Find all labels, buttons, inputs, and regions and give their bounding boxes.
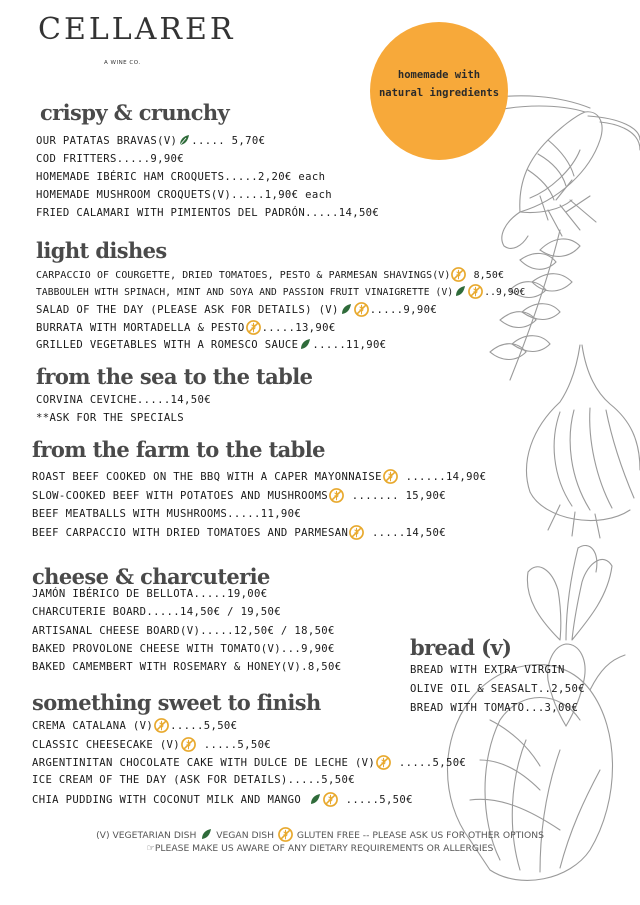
gluten-free-icon xyxy=(246,320,261,335)
homemade-badge xyxy=(370,22,508,160)
menu-item: JAMÓN IBÉRICO DE BELLOTA.....19,00€ xyxy=(32,588,268,600)
gluten-free-icon xyxy=(323,792,338,807)
gluten-free-icon xyxy=(376,755,391,770)
menu-item: GRILLED VEGETABLES WITH A ROMESCO SAUCE .....11,90€ xyxy=(36,339,387,351)
menu-item: ARGENTINITAN CHOCOLATE CAKE WITH DULCE DE LECHE (V) .....5,50€ xyxy=(32,757,467,769)
section-heading-cheese: cheese & charcuterie xyxy=(32,564,270,589)
menu-item: BREAD WITH EXTRA VIRGIN xyxy=(410,664,565,676)
menu-item: ARTISANAL CHEESE BOARD(V).....12,50€ / 18,50€ xyxy=(32,625,335,637)
gluten-free-icon xyxy=(468,284,483,299)
menu-item: ICE CREAM OF THE DAY (ASK FOR DETAILS).....5,50€ xyxy=(32,774,355,786)
gluten-free-icon xyxy=(154,718,169,733)
leaf-icon xyxy=(309,793,321,805)
gluten-free-icon xyxy=(278,827,293,842)
menu-item: **ASK FOR THE SPECIALS xyxy=(36,412,185,424)
radish-illustration xyxy=(527,545,612,726)
menu-item: CHARCUTERIE BOARD.....14,50€ / 19,50€ xyxy=(32,606,281,618)
menu-item: CLASSIC CHEESECAKE (V) .....5,50€ xyxy=(32,739,272,751)
gluten-free-icon xyxy=(451,267,466,282)
gluten-free-icon xyxy=(181,737,196,752)
leaf-icon xyxy=(340,303,352,315)
gluten-free-icon xyxy=(329,488,344,503)
menu-item: CHIA PUDDING WITH COCONUT MILK AND MANGO .....5,50€ xyxy=(32,794,413,806)
menu-item: HOMEMADE IBÉRIC HAM CROQUETS.....2,20€ each xyxy=(36,171,326,183)
section-heading-sea: from the sea to the table xyxy=(36,364,313,389)
menu-item: FRIED CALAMARI WITH PIMIENTOS DEL PADRÓN.....14,50€ xyxy=(36,207,380,219)
menu-item: SALAD OF THE DAY (PLEASE ASK FOR DETAILS) (V) .....9,90€ xyxy=(36,304,438,316)
footer-allergy-note: ☞PLEASE MAKE US AWARE OF ANY DIETARY REQUIREMENTS OR ALLERGIES xyxy=(146,843,494,854)
section-heading-bread: bread (v) xyxy=(410,635,512,660)
section-heading-farm: from the farm to the table xyxy=(32,437,325,462)
logo-wordmark: CELLARER xyxy=(38,12,236,47)
leaf-icon xyxy=(200,828,212,840)
badge-text: homemade with natural ingredients xyxy=(378,69,500,99)
menu-item: OLIVE OIL & SEASALT..2,50€ xyxy=(410,683,585,695)
menu-item: BURRATA WITH MORTADELLA & PESTO .....13,90€ xyxy=(36,322,336,334)
menu-item: BAKED PROVOLONE CHEESE WITH TOMATO(V)...9,90€ xyxy=(32,643,335,655)
section-heading-sweet: something sweet to finish xyxy=(32,690,321,715)
menu-item: COD FRITTERS.....9,90€ xyxy=(36,153,185,165)
gluten-free-icon xyxy=(354,302,369,317)
menu-item: SLOW-COOKED BEEF WITH POTATOES AND MUSHROOMS ....... 15,90€ xyxy=(32,490,446,502)
menu-item: CREMA CATALANA (V) .....5,50€ xyxy=(32,720,238,732)
menu-item: BAKED CAMEMBERT WITH ROSEMARY & HONEY(V).8,50€ xyxy=(32,661,342,673)
gluten-free-icon xyxy=(349,525,364,540)
menu-item: OUR PATATAS BRAVAS(V) ..... 5,70€ xyxy=(36,135,266,147)
brand-logo xyxy=(38,12,236,74)
menu-item: TABBOULEH WITH SPINACH, MINT AND SOYA AND PASSION FRUIT VINAIGRETTE (V) ..9,90€ xyxy=(36,284,525,300)
menu-item: BEEF MEATBALLS WITH MUSHROOMS.....11,90€ xyxy=(32,508,302,520)
gluten-free-icon xyxy=(383,469,398,484)
footer-legend: (V) VEGETARIAN DISH VEGAN DISH GLUTEN FREE -- PLEASE ASK US FOR OTHER OPTIONS xyxy=(0,827,640,842)
menu-item: CORVINA CEVICHE.....14,50€ xyxy=(36,394,211,406)
leaf-icon xyxy=(178,134,190,146)
menu-item: BEEF CARPACCIO WITH DRIED TOMATOES AND PARMESAN .....14,50€ xyxy=(32,527,446,539)
leaf-icon xyxy=(454,285,466,297)
leaf-icon xyxy=(299,338,311,350)
onion-illustration xyxy=(527,345,640,538)
menu-item: ROAST BEEF COOKED ON THE BBQ WITH A CAPER MAYONNAISE ......14,90€ xyxy=(32,471,487,483)
menu-item: CARPACCIO OF COURGETTE, DRIED TOMATOES, PESTO & PARMESAN SHAVINGS(V) 8,50€ xyxy=(36,267,504,283)
menu-item: BREAD WITH TOMATO...3,00€ xyxy=(410,702,579,714)
menu-item: HOMEMADE MUSHROOM CROQUETS(V).....1,90€ each xyxy=(36,189,333,201)
wheat-illustration xyxy=(490,180,590,380)
section-heading-crispy: crispy & crunchy xyxy=(40,100,230,125)
logo-subtitle: A WINE CO. xyxy=(104,60,141,66)
section-heading-light: light dishes xyxy=(36,238,167,263)
